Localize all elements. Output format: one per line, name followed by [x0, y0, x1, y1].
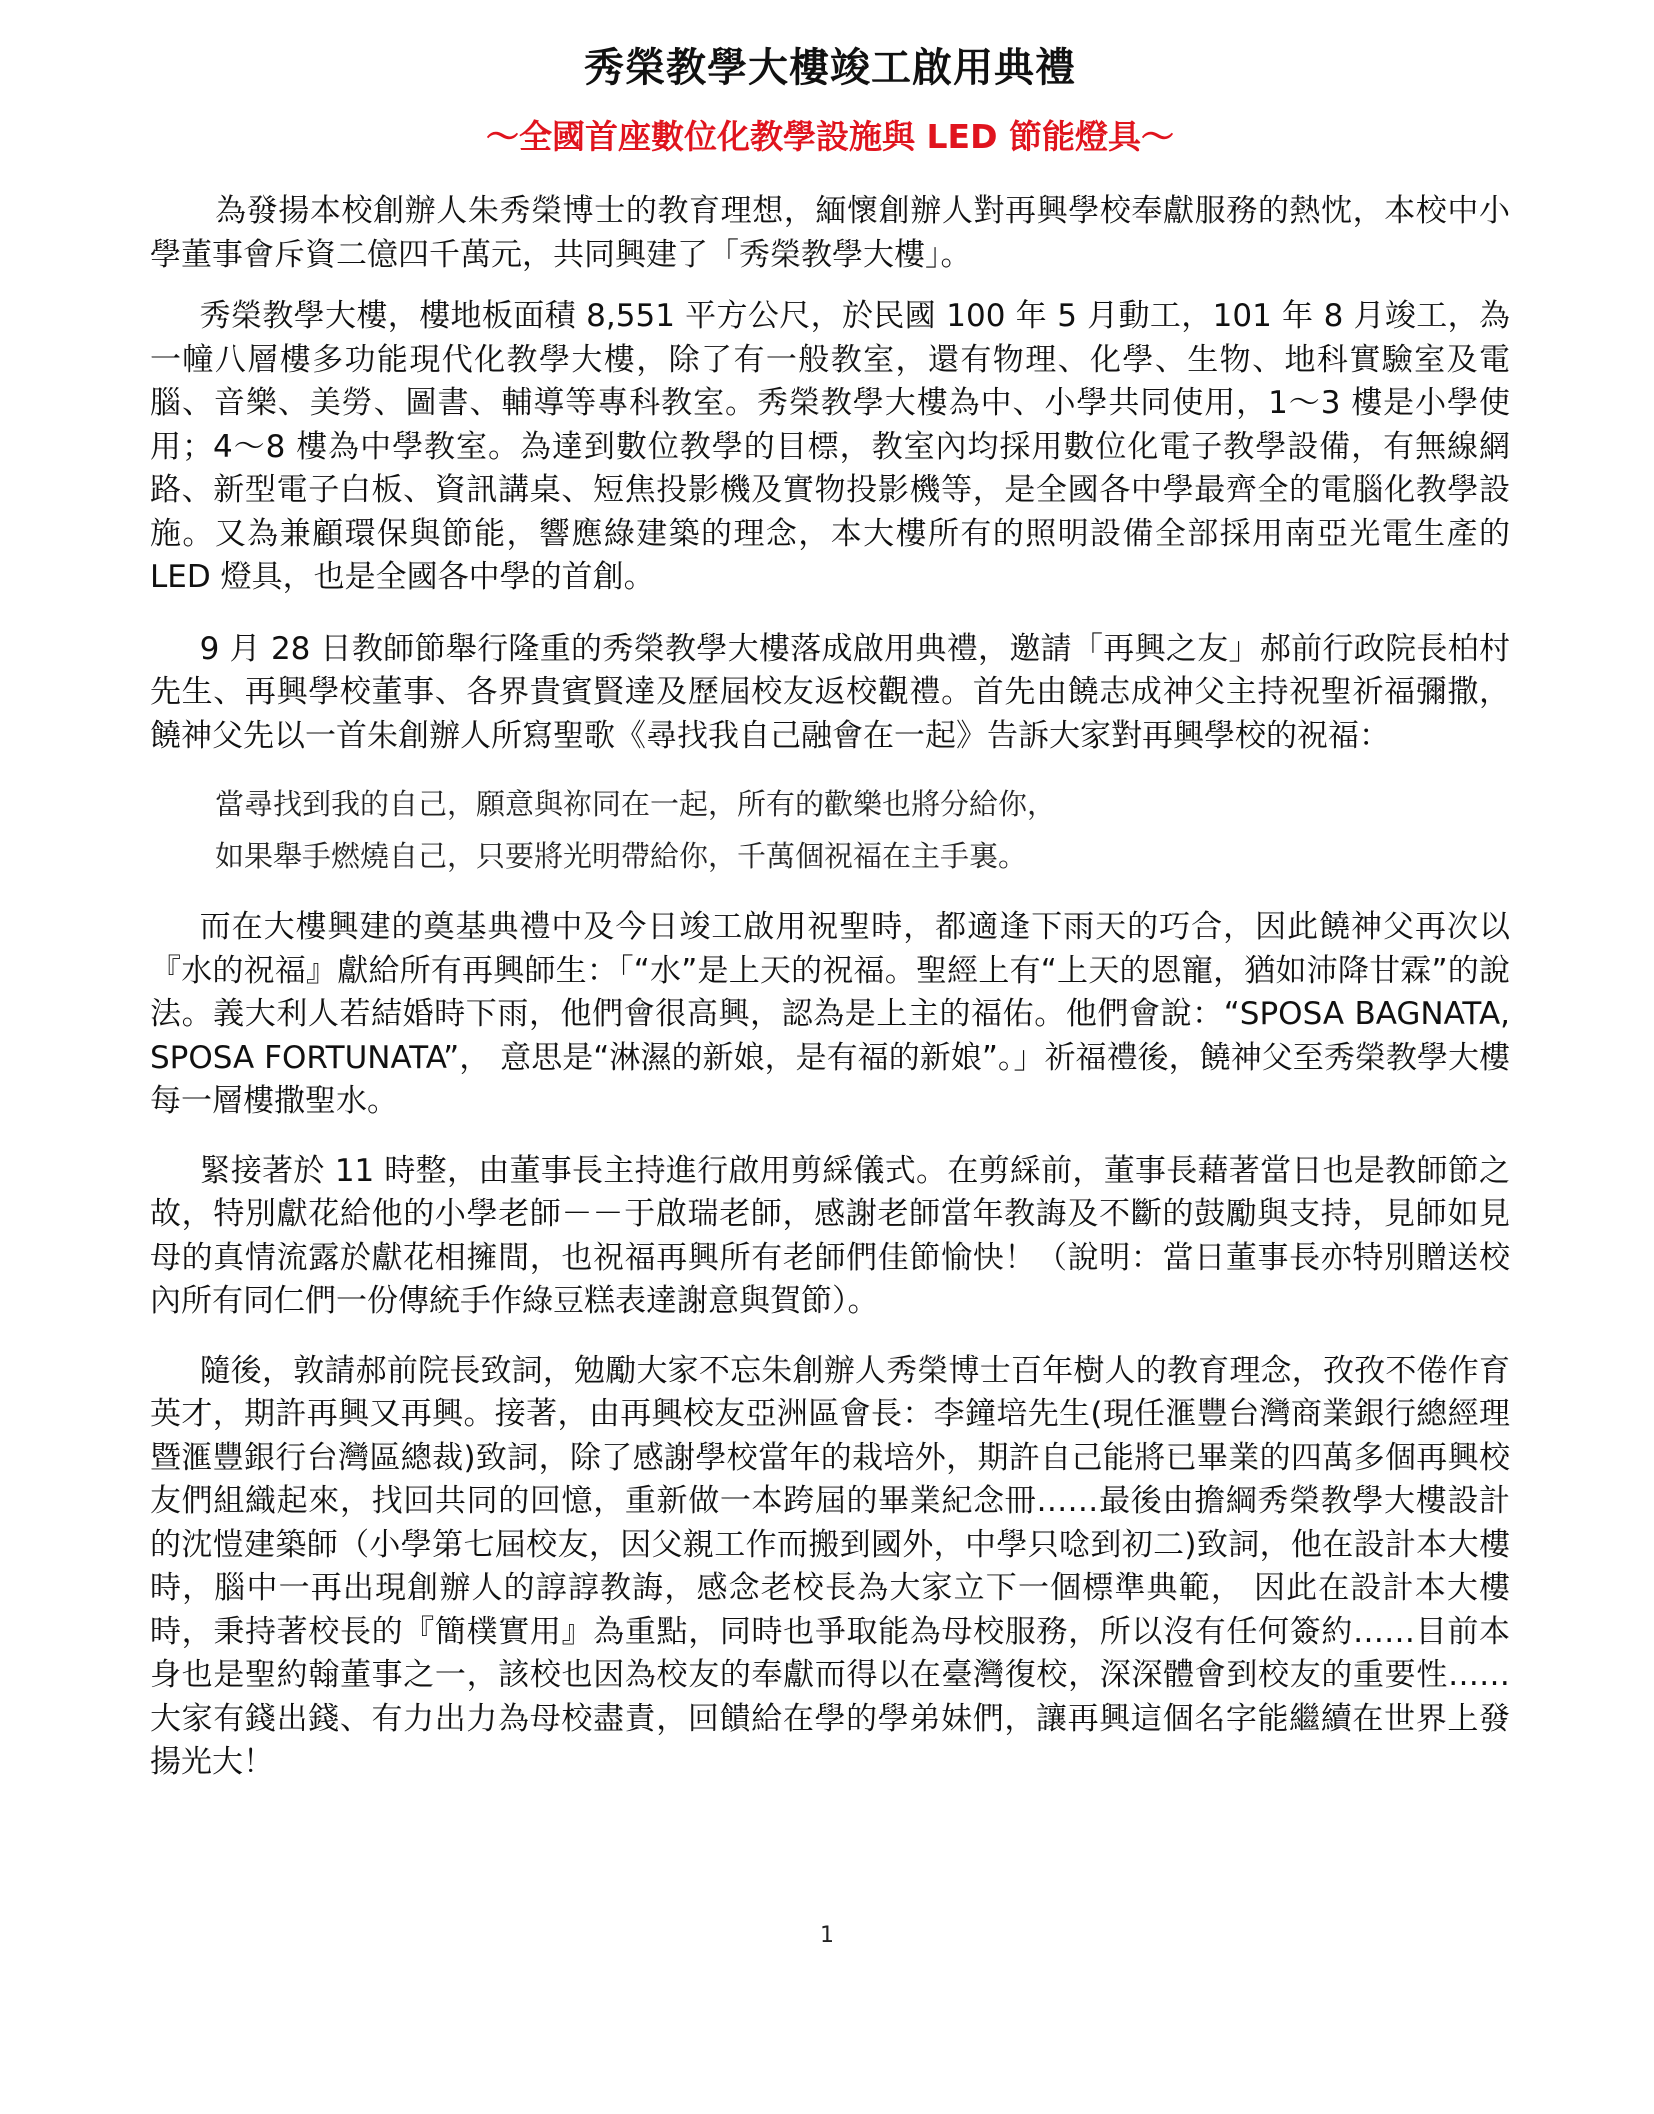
hymn-line: 當尋找到我的自己，願意與祢同在一起，所有的歡樂也將分給你， — [215, 787, 1057, 821]
paragraph-intro: 為發揚本校創辦人朱秀榮博士的教育理想，緬懷創辦人對再興學校奉獻服務的熱忱，本校中小學董事會斥資二億四千萬元，共同興建了「秀榮教學大樓」。 — [150, 193, 1510, 273]
hymn-lyrics — [150, 778, 1510, 882]
paragraph-water-blessing: 而在大樓興建的奠基典禮中及今日竣工啟用祝聖時，都適逢下雨天的巧合，因此饒神父再次以『水的祝福』獻給所有再興師生：「“水”是上天的祝福。聖經上有“上天的恩寵，猶如沛降甘霖”的說法。義大利人若結婚時下雨，他們會很高興，認為是上主的福佑。他們會說：“SPOSA BAGNATA, SPOSA FORTUNATA”， 意思是“淋濕的新娘，是有福的新娘”。」祈福禮後，饒神父至秀榮教學大樓每一層樓撒聖水。 — [150, 909, 1510, 1119]
document-title: 秀榮教學大樓竣工啟用典禮 — [584, 45, 1076, 91]
hymn-line: 如果舉手燃燒自己，只要將光明帶給你，千萬個祝福在主手裏。 — [215, 839, 1028, 873]
document-subtitle: ～全國首座數位化教學設施與 LED 節能燈具～ — [486, 117, 1174, 156]
paragraph-speeches: 隨後，敦請郝前院長致詞，勉勵大家不忘朱創辦人秀榮博士百年樹人的教育理念，孜孜不倦作育英才，期許再興又再興。接著，由再興校友亞洲區會長：李鐘培先生(現任滙豐台灣商業銀行總經理暨滙豐銀行台灣區總裁)致詞，除了感謝學校當年的栽培外，期許自己能將已畢業的四萬多個再興校友們組織起來，找回共同的回憶，重新做一本跨屆的畢業紀念冊……最後由擔綱秀榮教學大樓設計的沈愷建築師（小學第七屆校友，因父親工作而搬到國外，中學只唸到初二)致詞，他在設計本大樓時，腦中一再出現創辦人的諄諄教誨，感念老校長為大家立下一個標準典範， 因此在設計本大樓時，秉持著校長的『簡樸實用』為重點，同時也爭取能為母校服務，所以沒有任何簽約……目前本身也是聖約翰董事之一，該校也因為校友的奉獻而得以在臺灣復校，深深體會到校友的重要性……大家有錢出錢、有力出力為母校盡責，回饋給在學的學弟妹們，讓再興這個名字能繼續在世界上發揚光大！ — [150, 1352, 1510, 1780]
page-number: 1 — [820, 1923, 834, 1948]
paragraph-ribbon-cutting: 緊接著於 11 時整，由董事長主持進行啟用剪綵儀式。在剪綵前，董事長藉著當日也是教師節之故，特別獻花給他的小學老師－－于啟瑞老師，感謝老師當年教誨及不斷的鼓勵與支持，見師如見母的真情流露於獻花相擁間，也祝福再興所有老師們佳節愉快！（說明：當日董事長亦特別贈送校內所有同仁們一份傳統手作綠豆糕表達謝意與賀節）。 — [150, 1152, 1510, 1319]
paragraph-building: 秀榮教學大樓，樓地板面積 8,551 平方公尺，於民國 100 年 5 月動工，101 年 8 月竣工，為一幢八層樓多功能現代化教學大樓，除了有一般教室，還有物理、化學、生物、地科實驗室及電腦、音樂、美勞、圖書、輔導等專科教室。秀榮教學大樓為中、小學共同使用，1～3 樓是小學使用；4～8 樓為中學教室。為達到數位教學的目標，教室內均採用數位化電子教學設備，有無線網路、新型電子白板、資訊講桌、短焦投影機及實物投影機等，是全國各中學最齊全的電腦化教學設施。又為兼顧環保與節能，響應綠建築的理念，本大樓所有的照明設備全部採用南亞光電生產的 LED 燈具，也是全國各中學的首創。 — [150, 298, 1510, 595]
paragraph-ceremony: 9 月 28 日教師節舉行隆重的秀榮教學大樓落成啟用典禮，邀請「再興之友」郝前行政院長柏村先生、再興學校董事、各界貴賓賢達及歷屆校友返校觀禮。首先由饒志成神父主持祝聖祈福彌撒，饒神父先以一首朱創辦人所寫聖歌《尋找我自己融會在一起》告訴大家對再興學校的祝福： — [150, 630, 1510, 754]
document-page — [150, 40, 1510, 1785]
